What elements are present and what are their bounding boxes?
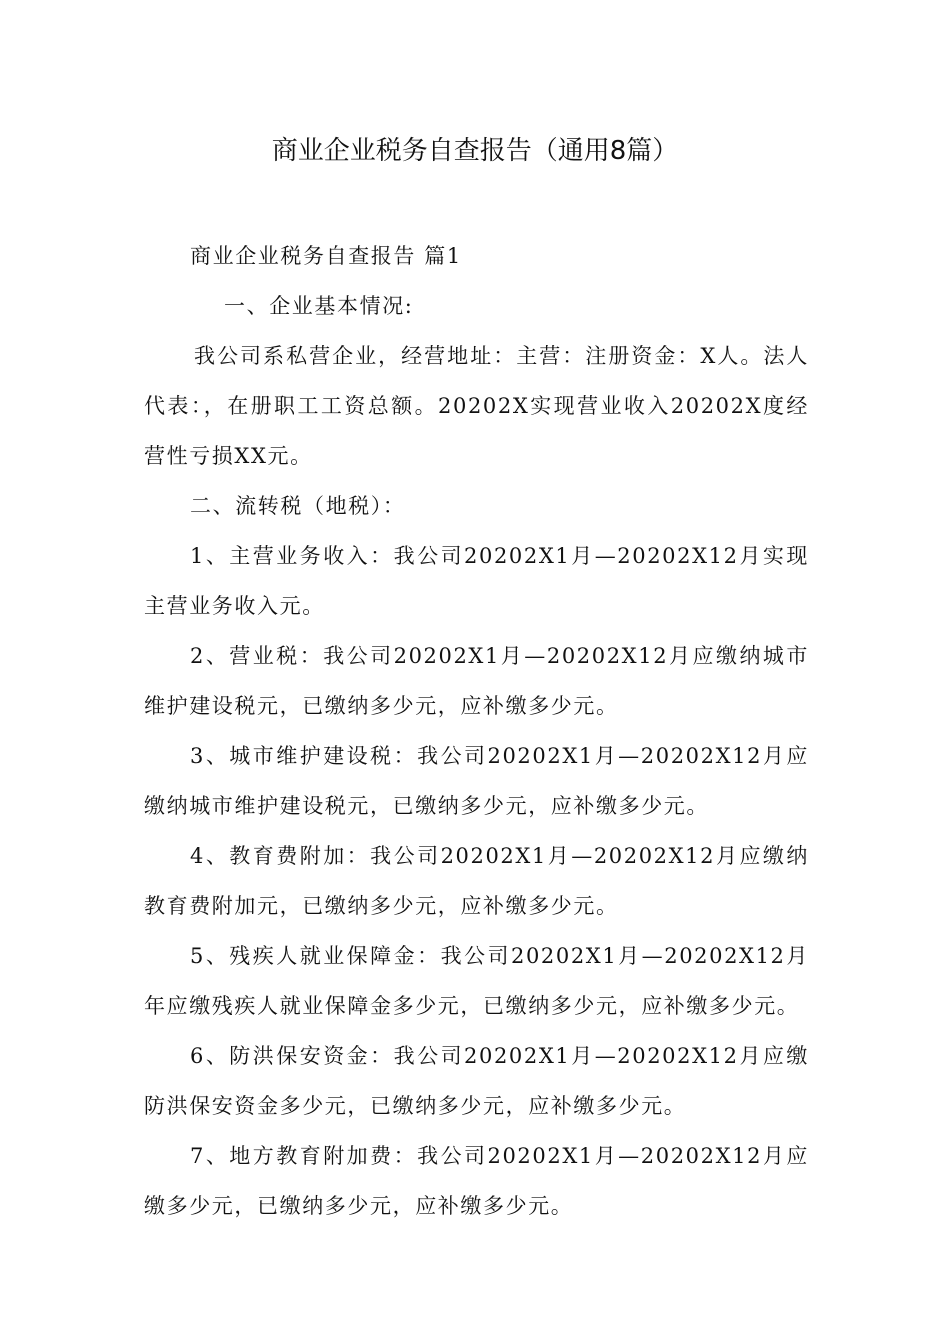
document-body [144, 231, 809, 1231]
paragraph-item-6: 6、防洪保安资金：我公司20202X1月—20202X12月应缴防洪保安资金多少元，已缴纳多少元，应补缴多少元。 [144, 1044, 809, 1118]
paragraph-item-5: 5、残疾人就业保障金：我公司20202X1月—20202X12月年应缴残疾人就业保障金多少元，已缴纳多少元，应补缴多少元。 [144, 944, 809, 1018]
document-title: 商业企业税务自查报告（通用8篇） [271, 136, 679, 166]
section-subtitle: 商业企业税务自查报告 篇1 [190, 244, 462, 268]
paragraph-item-2: 2、营业税：我公司20202X1月—20202X12月应缴纳城市维护建设税元，已缴纳多少元，应补缴多少元。 [144, 644, 809, 718]
paragraph-item-4: 4、教育费附加：我公司20202X1月—20202X12月应缴纳教育费附加元，已缴纳多少元，应补缴多少元。 [144, 844, 809, 918]
section-heading-turnover-tax: 二、流转税（地税）： [190, 494, 406, 518]
paragraph-item-1: 1、主营业务收入：我公司20202X1月—20202X12月实现主营业务收入元。 [144, 544, 809, 618]
paragraph-company-intro: 我公司系私营企业，经营地址：主营：注册资金：X人。法人代表：，在册职工工资总额。20202X实现营业收入20202X度经营性亏损XX元。 [144, 344, 809, 468]
paragraph-item-3: 3、城市维护建设税：我公司20202X1月—20202X12月应缴纳城市维护建设税元，已缴纳多少元，应补缴多少元。 [144, 744, 809, 818]
paragraph-item-7: 7、地方教育附加费：我公司20202X1月—20202X12月应缴多少元，已缴纳多少元，应补缴多少元。 [144, 1144, 809, 1218]
section-heading-basic-info: 一、企业基本情况: [224, 294, 414, 318]
